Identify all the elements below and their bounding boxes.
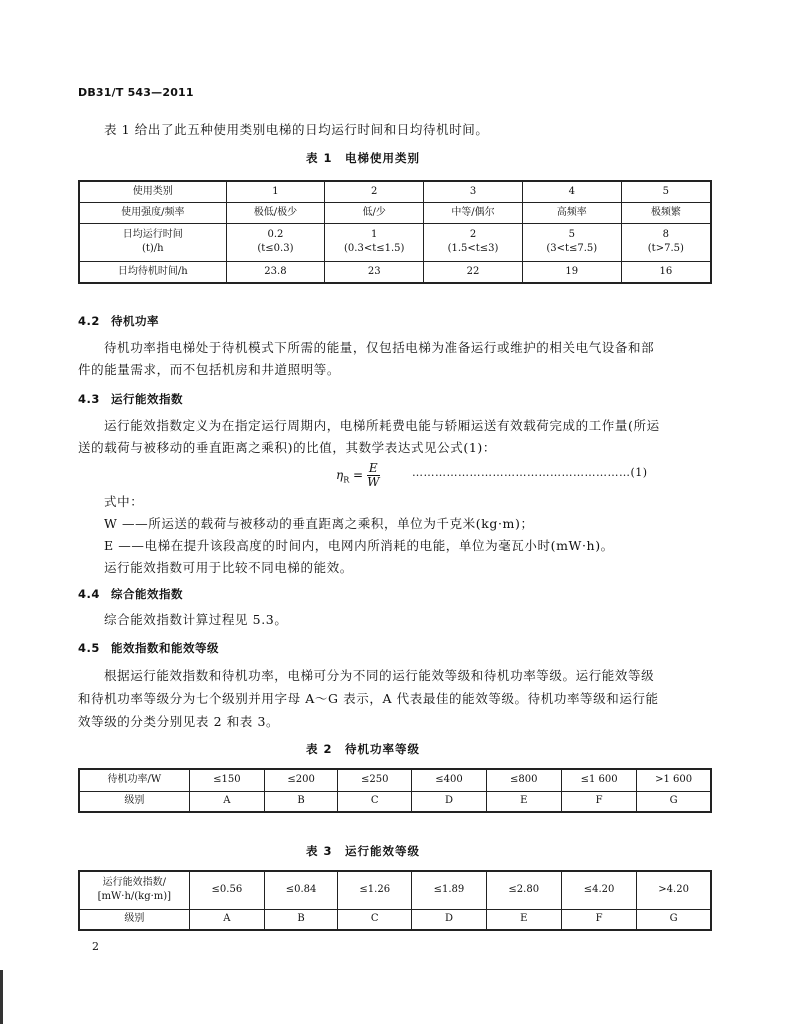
page-number: 2 (92, 940, 99, 953)
table-cell (79, 223, 226, 261)
table-cell: 极低/极少 (226, 202, 325, 223)
table-row (79, 769, 711, 791)
cell-line: [mW·h/(kg·m)] (97, 891, 172, 903)
table-cell: A (189, 791, 264, 812)
table-cell: 5 (621, 181, 711, 202)
table-cell (424, 223, 523, 261)
table-cell (226, 223, 325, 261)
cell-line: (t≤0.3) (257, 243, 294, 254)
table-cell: ≤1.89 (412, 871, 486, 909)
table-cell: ≤0.56 (189, 871, 264, 909)
table-cell: B (265, 791, 338, 812)
table-cell: ≤200 (265, 769, 338, 791)
table-cell: 级别 (79, 909, 189, 930)
table-cell: ≤400 (412, 769, 486, 791)
table-cell: D (412, 909, 486, 930)
table-cell: 19 (522, 261, 621, 283)
section-4-2-text-line1: 待机功率指电梯处于待机模式下所需的能量，仅包括电梯为准备运行或维护的相关电气设备和部 (104, 340, 655, 355)
table-cell: C (338, 791, 412, 812)
table2-standby-power-levels (78, 768, 712, 813)
scan-edge-bar (0, 970, 3, 1024)
formula-equals: = (349, 468, 367, 482)
table-cell: E (486, 791, 561, 812)
table-cell: ≤150 (189, 769, 264, 791)
section-number: 4.2 (78, 314, 100, 328)
table-row (79, 909, 711, 930)
cell-line: (1.5<t≤3) (447, 243, 499, 254)
table3-caption: 表 3 运行能效等级 (306, 844, 421, 858)
section-4-2-text-line2: 件的能量需求，而不包括机房和井道照明等。 (78, 362, 341, 377)
cell-line: (0.3<t≤1.5) (344, 243, 405, 254)
table-row (79, 791, 711, 812)
cell-line: 5 (568, 229, 575, 240)
e-definition: E ——电梯在提升该段高度的时间内，电网内所消耗的电能，单位为毫瓦小时(mW·h)。 (104, 538, 614, 553)
table-cell: ≤0.84 (265, 871, 338, 909)
table-cell: ≤1 600 (561, 769, 636, 791)
table-cell: B (265, 909, 338, 930)
cell-line: (t)/h (141, 243, 164, 254)
table-cell: >4.20 (637, 871, 711, 909)
cell-line: 0.2 (267, 229, 284, 240)
table-cell: 4 (522, 181, 621, 202)
table-cell: G (637, 791, 711, 812)
table-cell (325, 223, 424, 261)
section-4-5-heading (78, 640, 219, 656)
where-label: 式中： (104, 494, 144, 509)
table-cell: C (338, 909, 412, 930)
document-code-header: DB31/T 543—2011 (78, 86, 194, 99)
table-cell: ≤800 (486, 769, 561, 791)
section-4-5-text-line2: 和待机功率等级分为七个级别并用字母 A～G 表示，A 代表最佳的能效等级。待机功率等级和运行能 (78, 691, 659, 706)
cell-line: 运行能效指数/ (102, 877, 167, 889)
cell-line: 2 (469, 229, 477, 240)
table-cell: ≤2.80 (486, 871, 561, 909)
section-4-4-heading (78, 586, 183, 602)
table-cell: 日均待机时间/h (79, 261, 226, 283)
table-row (79, 871, 711, 909)
table-cell: 23 (325, 261, 424, 283)
table-cell: >1 600 (637, 769, 711, 791)
table-cell: F (561, 791, 636, 812)
table-cell: E (486, 909, 561, 930)
table-cell: 级别 (79, 791, 189, 812)
w-definition: W ——所运送的载荷与被移动的垂直距离之乘积，单位为千克米(kg·m)； (104, 516, 534, 531)
section-4-5-text-line3: 效等级的分类分别见表 2 和表 3。 (78, 714, 280, 729)
cell-line: 1 (371, 229, 378, 240)
section-number: 4.5 (78, 641, 100, 655)
table-row (79, 181, 711, 202)
section-title: 综合能效指数 (111, 587, 183, 601)
table-cell: G (637, 909, 711, 930)
table-cell: 2 (325, 181, 424, 202)
table-cell: F (561, 909, 636, 930)
table1-usage-category (78, 180, 712, 284)
section-number: 4.3 (78, 392, 100, 406)
formula-eta: η (336, 468, 344, 482)
formula-fraction (367, 462, 380, 489)
table-cell: ≤4.20 (561, 871, 636, 909)
table-cell: 待机功率/W (79, 769, 189, 791)
cell-line: (3<t≤7.5) (546, 243, 598, 254)
cell-line: 8 (662, 229, 670, 240)
table-row (79, 202, 711, 223)
section-4-5-text-line1: 根据运行能效指数和待机功率，电梯可分为不同的运行能效等级和待机功率等级。运行能效等级 (104, 668, 655, 683)
section-4-2-heading (78, 313, 159, 329)
section-4-4-text: 综合能效指数计算过程见 5.3。 (104, 612, 288, 627)
table-cell: 极频繁 (621, 202, 711, 223)
table-cell: 高频率 (522, 202, 621, 223)
formula-numerator: E (368, 461, 378, 475)
section-number: 4.4 (78, 587, 100, 601)
table-cell: 16 (621, 261, 711, 283)
section-title: 运行能效指数 (111, 392, 183, 406)
table-cell: 低/少 (325, 202, 424, 223)
section-title: 待机功率 (111, 314, 159, 328)
efficiency-note: 运行能效指数可用于比较不同电梯的能效。 (104, 560, 353, 575)
intro-paragraph: 表 1 给出了此五种使用类别电梯的日均运行时间和日均待机时间。 (104, 122, 489, 137)
section-4-3-heading (78, 391, 183, 407)
table-cell: 1 (226, 181, 325, 202)
formula-reference: …………………………………………………(1) (412, 466, 648, 479)
section-4-3-text-line1: 运行能效指数定义为在指定运行周期内，电梯所耗费电能与轿厢运送有效载荷完成的工作量(所运 (104, 418, 660, 433)
table-cell: 使用类别 (79, 181, 226, 202)
table1-caption: 表 1 电梯使用类别 (306, 151, 421, 165)
table-cell: 使用强度/频率 (79, 202, 226, 223)
table3-running-efficiency-levels (78, 870, 712, 931)
table-row (79, 223, 711, 261)
table-cell (522, 223, 621, 261)
table-cell (79, 871, 189, 909)
table-cell: D (412, 791, 486, 812)
table-cell (621, 223, 711, 261)
table-cell: 中等/偶尔 (424, 202, 523, 223)
formula-1 (336, 462, 380, 489)
table-cell: A (189, 909, 264, 930)
cell-line: (t>7.5) (647, 243, 684, 254)
table-cell: ≤250 (338, 769, 412, 791)
formula-denominator: W (367, 475, 380, 489)
table-row (79, 261, 711, 283)
table-cell: 23.8 (226, 261, 325, 283)
table2-caption: 表 2 待机功率等级 (306, 742, 421, 756)
section-4-3-text-line2: 送的载荷与被移动的垂直距离之乘积)的比值，其数学表达式见公式(1)： (78, 440, 496, 455)
table-cell: 22 (424, 261, 523, 283)
formula-subscript: R (343, 475, 350, 485)
table-cell: ≤1.26 (338, 871, 412, 909)
section-title: 能效指数和能效等级 (111, 641, 219, 655)
cell-line: 日均运行时间 (122, 229, 183, 240)
table-cell: 3 (424, 181, 523, 202)
